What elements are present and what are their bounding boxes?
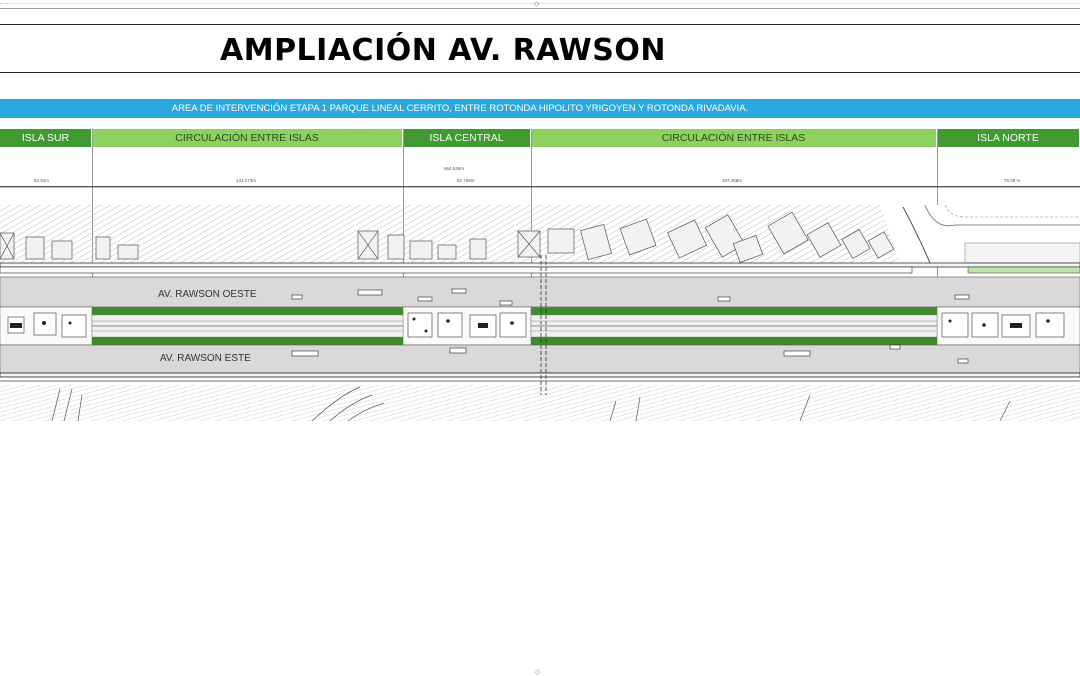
section-isla-sur: ISLA SUR bbox=[0, 129, 92, 147]
dimension-label: 187.468m bbox=[722, 178, 743, 183]
north-blocks bbox=[0, 205, 1080, 263]
road-label-oeste: AV. RAWSON OESTE bbox=[158, 289, 257, 300]
page-marker-top: ◇ bbox=[534, 1, 540, 8]
dimension-label: 82.51m bbox=[34, 178, 50, 183]
road-label-este: AV. RAWSON ESTE bbox=[160, 353, 251, 364]
dimension-line bbox=[0, 186, 1080, 187]
page-top-border bbox=[0, 0, 1080, 9]
page-marker-bottom: ◇ bbox=[535, 669, 541, 676]
section-circulacion-1: CIRCULACIÓN ENTRE ISLAS bbox=[92, 129, 403, 147]
page-title: AMPLIACIÓN AV. RAWSON bbox=[220, 33, 666, 68]
south-blocks bbox=[0, 385, 1080, 421]
section-isla-central: ISLA CENTRAL bbox=[403, 129, 531, 147]
site-plan-drawing bbox=[0, 205, 1080, 421]
total-dimension: 664.538m bbox=[444, 166, 465, 171]
dimension-label: 144.173m bbox=[236, 178, 257, 183]
section-circulacion-2: CIRCULACIÓN ENTRE ISLAS bbox=[531, 129, 937, 147]
dimension-band bbox=[0, 147, 1080, 188]
section-isla-norte: ISLA NORTE bbox=[937, 129, 1080, 147]
title-frame bbox=[0, 24, 1080, 73]
banner-text: AREA DE INTERVENCIÓN ETAPA 1 PARQUE LINEAL CERRITO, ENTRE ROTONDA HIPOLITO YRIGOYEN Y ROTONDA RIVADAVIA. bbox=[171, 103, 749, 114]
central-median bbox=[0, 307, 1080, 345]
intervention-banner bbox=[0, 99, 1080, 118]
dimension-label: 82.766m bbox=[457, 178, 475, 183]
north-sidewalk bbox=[0, 263, 1080, 267]
south-sidewalk bbox=[0, 373, 1080, 377]
dimension-label: 75.08 m bbox=[1004, 178, 1021, 183]
